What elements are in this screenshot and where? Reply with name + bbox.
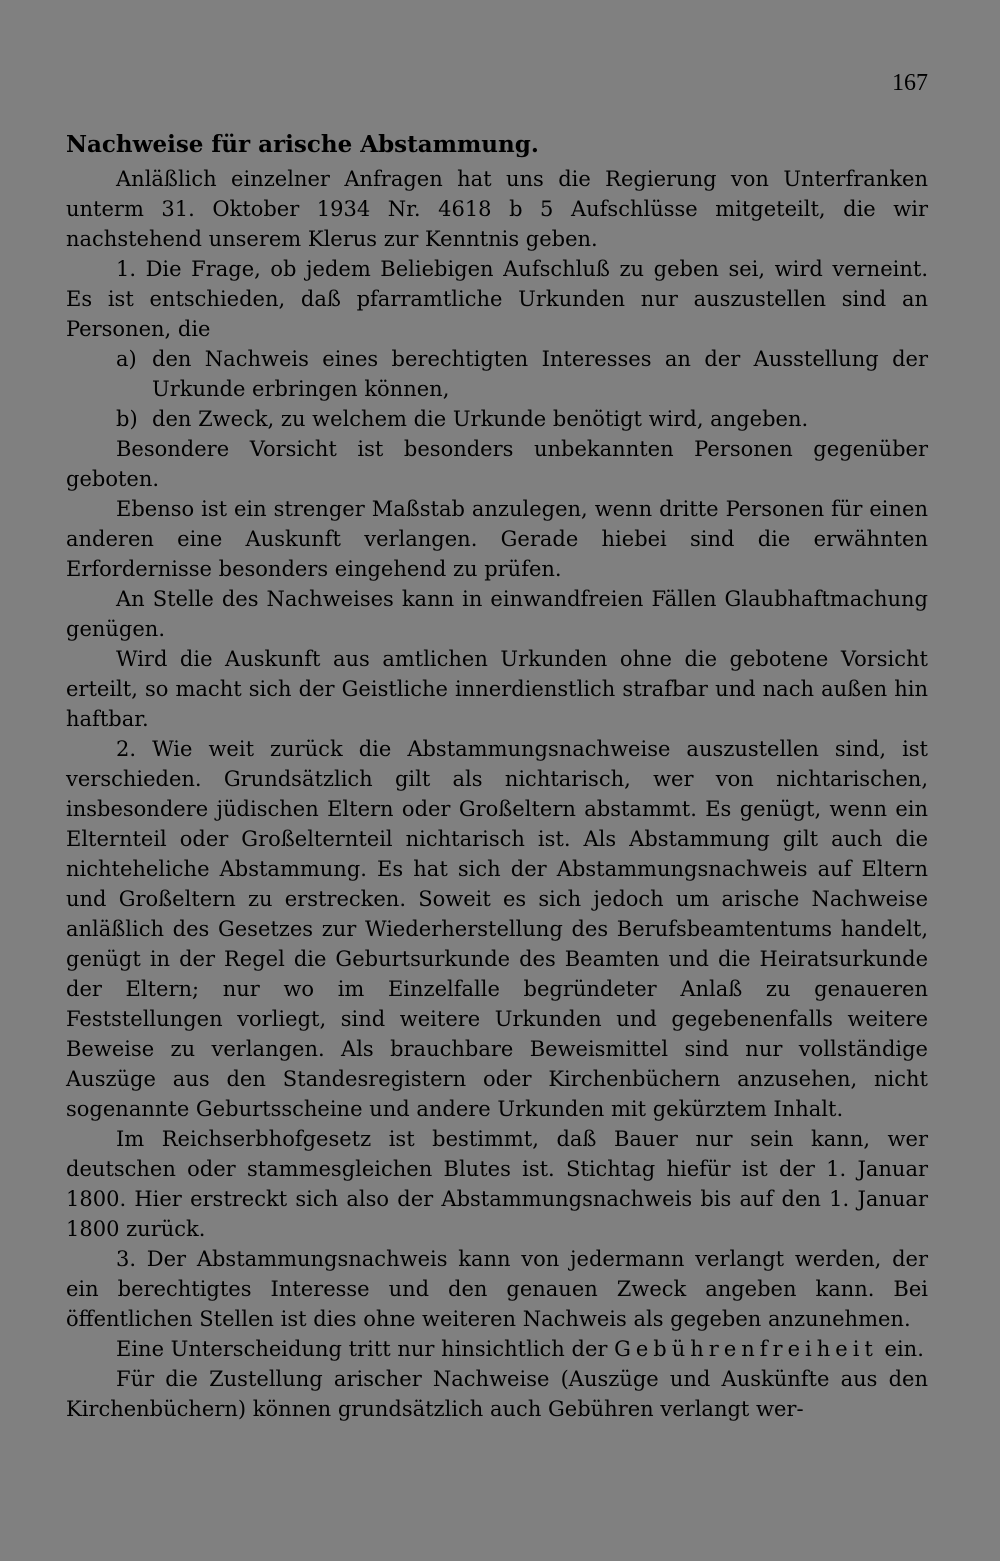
distinction-text-after: ein.: [877, 1337, 924, 1361]
distinction-emphasis: Gebührenfreiheit: [614, 1337, 878, 1361]
paragraph-credible: An Stelle des Nachweises kann in einwandfreien Fällen Glaubhaftmachung genügen.: [66, 587, 928, 641]
list-item-b: [66, 404, 928, 434]
list-marker-a: a): [116, 347, 137, 371]
list-item-a: [66, 344, 928, 404]
paragraph-point-1: 1. Die Frage, ob jedem Beliebigen Aufschluß zu geben sei, wird verneint. Es ist entschieden, daß pfarramtliche Urkunden nur auszustellen sind an Personen, die: [66, 257, 928, 341]
document-body: [66, 130, 928, 1424]
paragraph-caution: Besondere Vorsicht ist besonders unbekannten Personen gegenüber geboten.: [66, 437, 928, 491]
paragraph-liable: Wird die Auskunft aus amtlichen Urkunden ohne die gebotene Vorsicht erteilt, so macht sich der Geistliche innerdienstlich strafbar und nach außen hin haftbar.: [66, 647, 928, 731]
paragraph-intro: Anläßlich einzelner Anfragen hat uns die Regierung von Unterfranken unterm 31. Oktober 1934 Nr. 4618 b 5 Aufschlüsse mitgeteilt, die wir nachstehend unserem Klerus zur Kenntnis geben.: [66, 167, 928, 251]
page-title: Nachweise für arische Abstammung.: [66, 131, 539, 158]
paragraph-point-3: 3. Der Abstammungsnachweis kann von jedermann verlangt werden, der ein berechtigtes Interesse und den genauen Zweck angeben kann. Bei öffentlichen Stellen ist dies ohne weiteren Nachweis als gegeben anzunehmen.: [66, 1247, 928, 1331]
paragraph-fees: Für die Zustellung arischer Nachweise (Auszüge und Auskünfte aus den Kirchenbüchern) können grundsätzlich auch Gebühren verlangt wer-: [66, 1367, 928, 1421]
list-text-b: den Zweck, zu welchem die Urkunde benötigt wird, angeben.: [152, 407, 809, 431]
list-marker-b: b): [116, 407, 138, 431]
paragraph-point-2: 2. Wie weit zurück die Abstammungsnachweise auszustellen sind, ist verschieden. Grundsätzlich gilt als nichtarisch, wer von nichtarischen, insbesondere jüdischen Eltern oder Großeltern abstammt. Es genügt, wenn ein Elternteil oder Großelternteil nichtarisch ist. Als Abstammung gilt auch die nichteheliche Abstammung. Es hat sich der Abstammungsnachweis auf Eltern und Großeltern zu erstrecken. Soweit es sich jedoch um arische Nachweise anläßlich des Gesetzes zur Wiederherstellung des Berufsbeamtentums handelt, genügt in der Regel die Geburtsurkunde des Beamten und die Heiratsurkunde der Eltern; nur wo im Einzelfalle begründeter Anlaß zu genaueren Feststellungen vorliegt, sind weitere Urkunden und gegebenenfalls weitere Beweise zu verlangen. Als brauchbare Beweismittel sind nur vollständige Auszüge aus den Standesregistern oder Kirchenbüchern anzusehen, nicht sogenannte Geburtsscheine und andere Urkunden mit gekürztem Inhalt.: [66, 737, 928, 1121]
paragraph-reichserbhof: Im Reichserbhofgesetz ist bestimmt, daß Bauer nur sein kann, wer deutschen oder stammesgleichen Blutes ist. Stichtag hiefür ist der 1. Januar 1800. Hier erstreckt sich also der Abstammungsnachweis bis auf den 1. Januar 1800 zurück.: [66, 1127, 928, 1241]
paragraph-strict: Ebenso ist ein strenger Maßstab anzulegen, wenn dritte Personen für einen anderen eine Auskunft verlangen. Gerade hiebei sind die erwähnten Erfordernisse besonders eingehend zu prüfen.: [66, 497, 928, 581]
distinction-text-before: Eine Unterscheidung tritt nur hinsichtlich der: [116, 1337, 615, 1361]
list-text-a: den Nachweis eines berechtigten Interesses an der Ausstellung der Urkunde erbringen können,: [152, 347, 928, 401]
paragraph-distinction: [66, 1334, 928, 1364]
page-number: 167: [892, 70, 928, 96]
